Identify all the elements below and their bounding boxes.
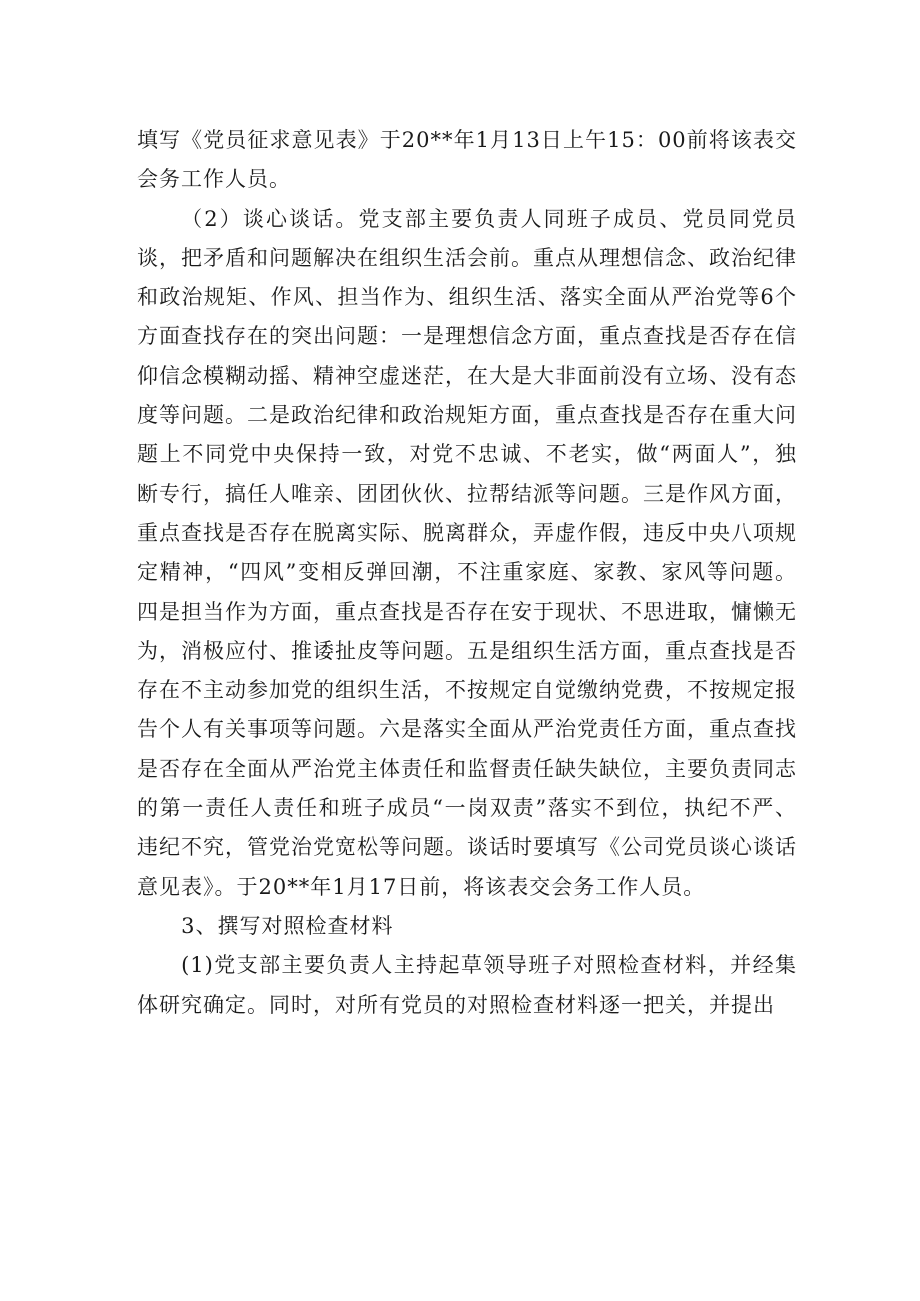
paragraph-talk-section: （2）谈心谈话。党支部主要负责人同班子成员、党员同党员谈，把矛盾和问题解决在组织生活会前。重点从理想信念、政治纪律和政治规矩、作风、担当作为、组织生活、落实全面从严治党等6个方面查找存在的突出问题：一是理想信念方面，重点查找是否存在信仰信念模糊动摇、精神空虚迷茫，在大是大非面前没有立场、没有态度等问题。二是政治纪律和政治规矩方面，重点查找是否存在重大问题上不同党中央保持一致，对党不忠诚、不老实，做“两面人”，独断专行，搞任人唯亲、团团伙伙、拉帮结派等问题。三是作风方面，重点查找是否存在脱离实际、脱离群众，弄虚作假，违反中央八项规定精神，“四风”变相反弹回潮，不注重家庭、家教、家风等问题。四是担当作为方面，重点查找是否存在安于现状、不思进取，慵懒无为，消极应付、推诿扯皮等问题。五是组织生活方面，重点查找是否存在不主动参加党的组织生活，不按规定自觉缴纳党费，不按规定报告个人有关事项等问题。六是落实全面从严治党责任方面，重点查找是否存在全面从严治党主体责任和监督责任缺失缺位，主要负责同志的第一责任人责任和班子成员“一岗双责”落实不到位，执纪不严、违纪不究，管党治党宽松等问题。谈话时要填写《公司党员谈心谈话意见表》。于20**年1月17日前，将该表交会务工作人员。: [137, 206, 797, 899]
document-body: [137, 121, 797, 1025]
section-heading-3: 3、撰写对照检查材料: [181, 913, 394, 938]
paragraph-continuation: 填写《党员征求意见表》于20**年1月13日上午15：00前将该表交会务工作人员。: [137, 128, 797, 192]
paragraph-checklist-material: (1)党支部主要负责人主持起草领导班子对照检查材料，并经集体研究确定。同时，对所有党员的对照检查材料逐一把关，并提出: [137, 953, 797, 1017]
